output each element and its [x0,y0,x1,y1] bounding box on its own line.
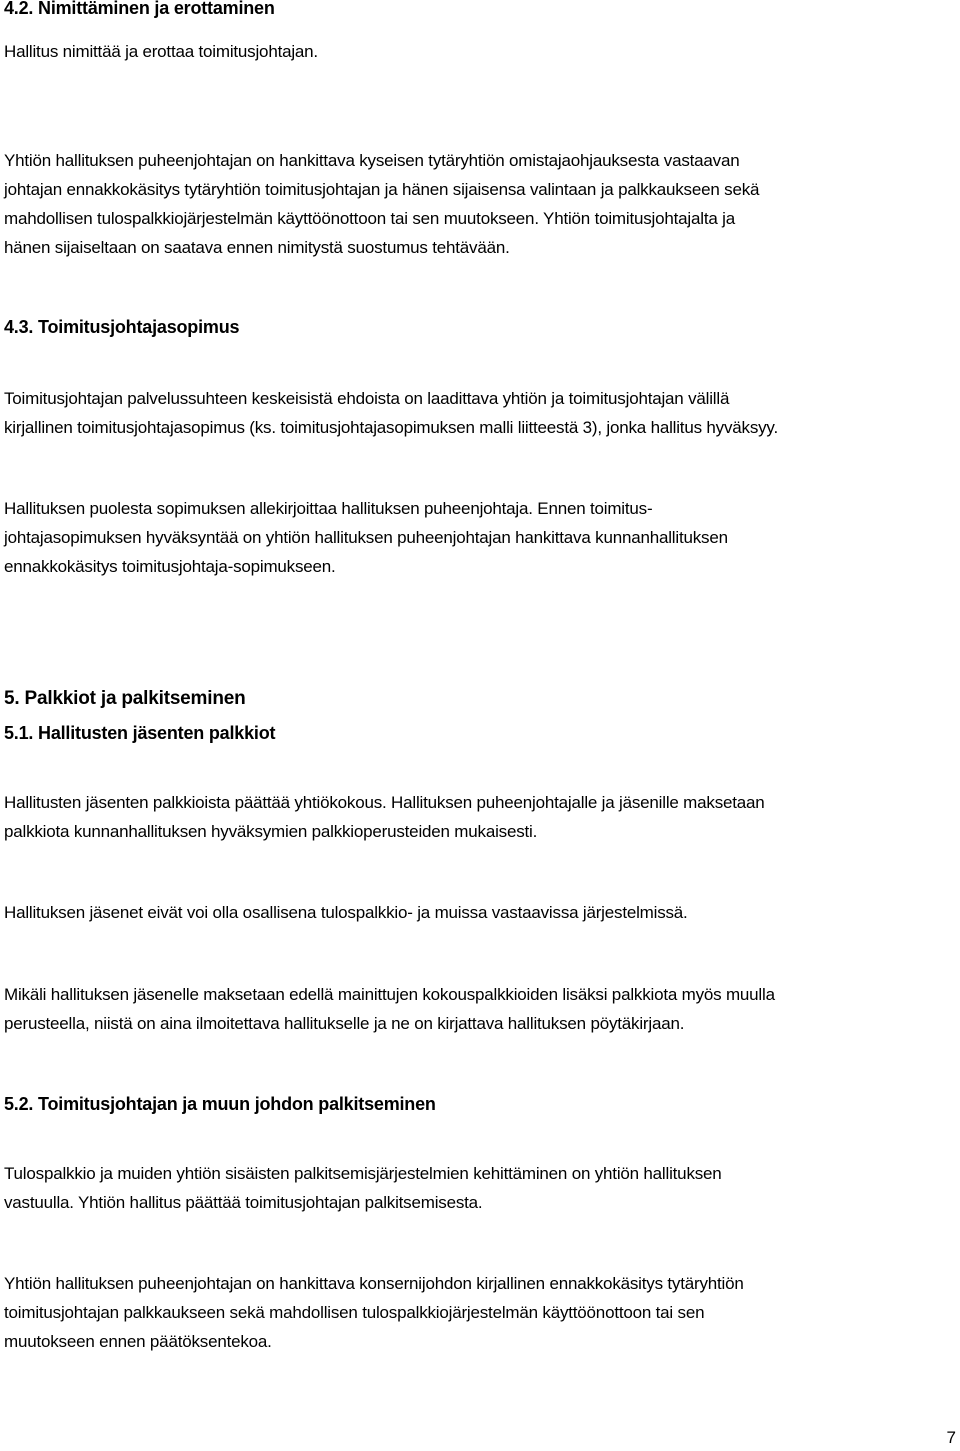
text-line: ennakkokäsitys toimitusjohtaja-sopimukseen. [4,557,336,576]
text-line: perusteella, niistä on aina ilmoitettava hallitukselle ja ne on kirjattava hallituksen pöytäkirjaan. [4,1014,685,1033]
paragraph-4-2-1: Hallitus nimittää ja erottaa toimitusjohtajan. [4,42,318,61]
heading-5: 5. Palkkiot ja palkitseminen [4,688,246,709]
text-line: palkkiota kunnanhallituksen hyväksymien palkkioperusteiden mukaisesti. [4,822,538,841]
text-line: Yhtiön hallituksen puheenjohtajan on hankittava kyseisen tytäryhtiön omistajaohjauksesta vastaavan [4,151,740,170]
text-line: muutokseen ennen päätöksentekoa. [4,1332,272,1351]
text-line: Yhtiön hallituksen puheenjohtajan on hankittava konsernijohdon kirjallinen ennakkokäsitys tytäryhtiön [4,1274,744,1293]
paragraph-5-1-2: Hallituksen jäsenet eivät voi olla osallisena tulospalkkio- ja muissa vastaavissa järjestelmissä. [4,903,688,922]
heading-4-3: 4.3. Toimitusjohtajasopimus [4,317,240,337]
text-line: johtajan ennakkokäsitys tytäryhtiön toimitusjohtajan ja hänen sijaisensa valintaan ja palkkaukseen sekä [4,180,760,199]
text-line: vastuulla. Yhtiön hallitus päättää toimitusjohtajan palkitsemisesta. [4,1193,483,1212]
paragraph-4-2-2 [4,146,954,262]
paragraph-5-2-2 [4,1269,954,1356]
text-line: Hallitusten jäsenten palkkioista päättää yhtiökokous. Hallituksen puheenjohtajalle ja jäsenille maksetaan [4,793,765,812]
paragraph-4-3-2 [4,494,954,581]
heading-5-1: 5.1. Hallitusten jäsenten palkkiot [4,723,276,743]
paragraph-5-1-1 [4,788,954,846]
text-line: toimitusjohtajan palkkaukseen sekä mahdollisen tulospalkkiojärjestelmän käyttöönottoon tai sen [4,1303,705,1322]
paragraph-5-2-1 [4,1159,954,1217]
text-line: Tulospalkkio ja muiden yhtiön sisäisten palkitsemisjärjestelmien kehittäminen on yhtiön hallituksen [4,1164,722,1183]
text-line: Hallituksen puolesta sopimuksen allekirjoittaa hallituksen puheenjohtaja. Ennen toimitus- [4,499,653,518]
text-line: johtajasopimuksen hyväksyntää on yhtiön hallituksen puheenjohtajan hankittava kunnanhallituksen [4,528,728,547]
text-line: hänen sijaiseltaan on saatava ennen nimitystä suostumus tehtävään. [4,238,510,257]
text-line: Mikäli hallituksen jäsenelle maksetaan edellä mainittujen kokouspalkkioiden lisäksi palkkiota myös muulla [4,985,775,1004]
heading-5-2: 5.2. Toimitusjohtajan ja muun johdon palkitseminen [4,1094,436,1114]
paragraph-5-1-3 [4,980,954,1038]
paragraph-4-3-1 [4,384,954,442]
text-line: kirjallinen toimitusjohtajasopimus (ks. toimitusjohtajasopimuksen malli liitteestä 3), jonka hallitus hyväksyy. [4,418,778,437]
heading-4-2: 4.2. Nimittäminen ja erottaminen [4,0,275,18]
page-number: 7 [946,1428,956,1447]
text-line: mahdollisen tulospalkkiojärjestelmän käyttöönottoon tai sen muutokseen. Yhtiön toimitusjohtajalta ja [4,209,735,228]
text-line: Toimitusjohtajan palvelussuhteen keskeisistä ehdoista on laadittava yhtiön ja toimitusjohtajan välillä [4,389,730,408]
